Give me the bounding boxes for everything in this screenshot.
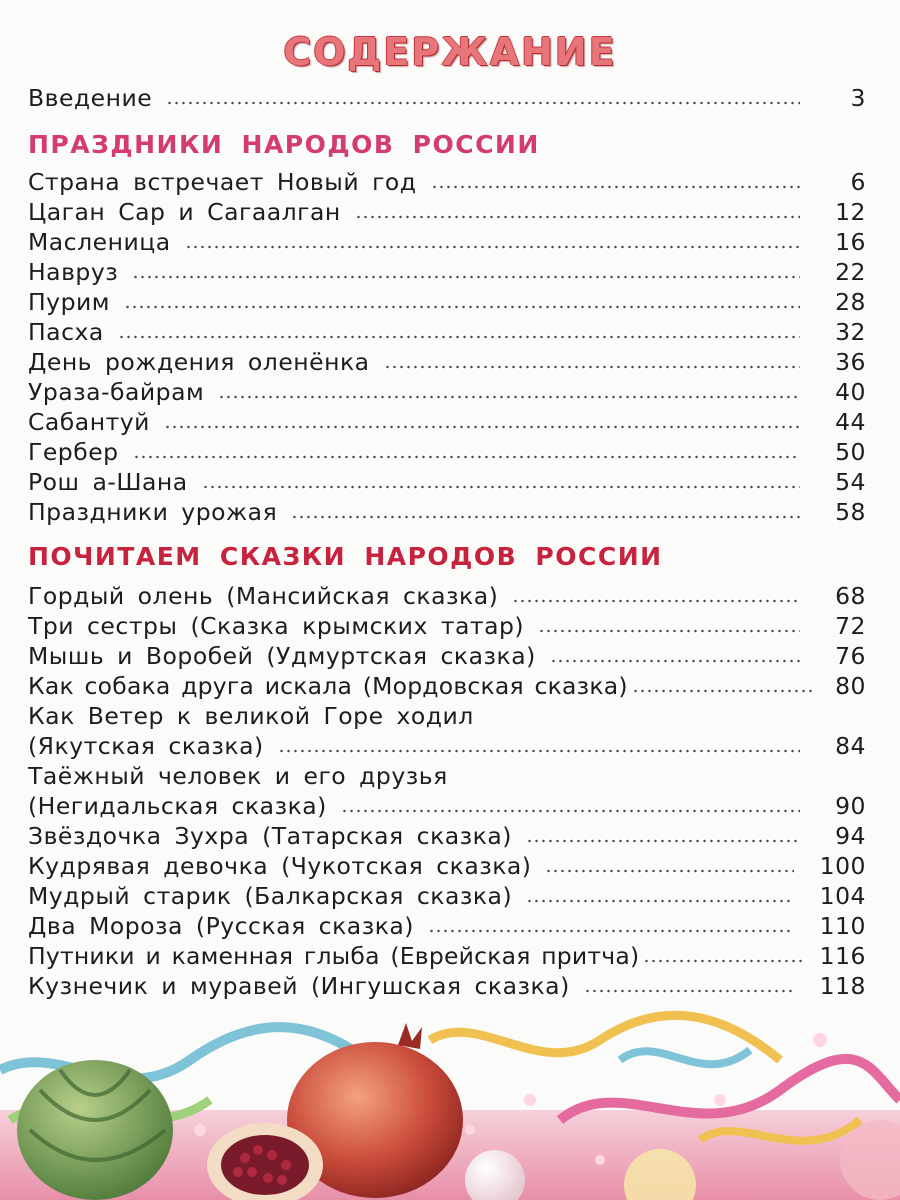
toc-entry[interactable] [28,640,866,670]
toc-entry-page: 12 [835,198,866,226]
toc-entry-intro[interactable] [28,82,866,112]
toc-entry-page: 58 [835,498,866,526]
toc-entry[interactable] [28,316,866,346]
toc-entry-page: 84 [835,732,866,760]
toc-entry[interactable] [28,880,866,910]
dot-leader [133,454,800,460]
toc-entry[interactable] [28,346,866,376]
dot-leader [512,598,800,604]
toc-entry-label-continued: (Якутская сказка) [28,732,264,760]
section-heading-holidays: ПРАЗДНИКИ НАРОДОВ РОССИИ [28,130,540,159]
toc-entry-label: Мышь и Воробей (Удмуртская сказка) [28,642,536,670]
toc-entry[interactable] [28,466,866,496]
dot-leader [431,184,800,190]
toc-entry[interactable] [28,286,866,316]
dot-leader [218,394,800,400]
dot-leader [526,898,794,904]
toc-entry-label: Страна встречает Новый год [28,168,417,196]
dot-leader [278,748,800,754]
toc-entry-label: Сабантуй [28,408,150,436]
toc-entry[interactable] [28,406,866,436]
toc-entry-page: 94 [835,822,866,850]
toc-entry[interactable] [28,910,866,940]
toc-entry-label: Гербер [28,438,119,466]
toc-entry-label: Как собака друга искала (Мордовская сказка) [28,672,628,700]
dot-leader [384,364,800,370]
toc-entry-page: 100 [819,852,866,880]
section-heading-tales: ПОЧИТАЕМ СКАЗКИ НАРОДОВ РОССИИ [28,542,663,571]
toc-entry-label: Звёздочка Зухра (Татарская сказка) [28,822,512,850]
toc-entry[interactable] [28,820,866,850]
toc-entry[interactable] [28,670,866,700]
toc-entry[interactable] [28,580,866,610]
toc-entry-label: День рождения оленёнка [28,348,370,376]
toc-entry-label: Мудрый старик (Балкарская сказка) [28,882,513,910]
toc-entry-page: 68 [835,582,866,610]
dot-leader [124,304,800,310]
toc-entry-label: Масленица [28,228,171,256]
toc-entry-label-continued: (Негидальская сказка) [28,792,327,820]
toc-entry-label: Рош а-Шана [28,468,188,496]
dot-leader [166,100,800,106]
toc-entry[interactable] [28,166,866,196]
dot-leader [632,688,812,694]
toc-entry[interactable] [28,256,866,286]
dot-leader [355,214,800,220]
toc-entry-page: 50 [835,438,866,466]
toc-entry-page: 110 [819,912,866,940]
toc-entry-line1[interactable] [28,760,866,790]
toc-entry[interactable] [28,940,866,970]
dot-leader [291,514,800,520]
toc-entry-label: Таёжный человек и его друзья [28,762,448,790]
toc-entry[interactable] [28,196,866,226]
toc-entry-label: Пурим [28,288,110,316]
toc-entry-page: 32 [835,318,866,346]
toc-entry-label: Кузнечик и муравей (Ингушская сказка) [28,972,570,1000]
toc-entry-label: Праздники урожая [28,498,278,526]
toc-entry[interactable] [28,790,866,820]
toc-entry-page: 36 [835,348,866,376]
dot-leader [545,868,793,874]
toc-entry[interactable] [28,226,866,256]
dot-leader [538,628,800,634]
toc-entry-page: 22 [835,258,866,286]
toc-entry-label: Гордый олень (Мансийская сказка) [28,582,499,610]
toc-entry-page: 116 [819,942,866,970]
dot-leader [643,958,805,964]
toc-entry-label: Кудрявая девочка (Чукотская сказка) [28,852,532,880]
toc-entry-label: Путники и каменная глыба (Еврейская притча) [28,942,640,970]
toc-entry-label: Введение [28,84,153,112]
toc-entry-label: Три сестры (Сказка крымских татар) [28,612,525,640]
toc-entry[interactable] [28,850,866,880]
toc-entry-label: Цаган Сар и Сагаалган [28,198,341,226]
toc-entry-page: 72 [835,612,866,640]
dot-leader [550,658,800,664]
toc-entry[interactable] [28,730,866,760]
toc-entry-page: 76 [835,642,866,670]
dot-leader [341,808,800,814]
dot-leader [428,928,794,934]
dot-leader [164,424,800,430]
toc-entry-label: Ураза-байрам [28,378,205,406]
toc-entry[interactable] [28,436,866,466]
toc-entry-page: 90 [835,792,866,820]
ribbon-shape [620,1050,750,1064]
toc-entry-page: 6 [850,168,866,196]
watermelon-shape [17,1060,173,1200]
dot-leader [202,484,800,490]
festive-illustration [0,1000,900,1200]
toc-entry-page: 3 [850,84,866,112]
toc-entry[interactable] [28,610,866,640]
toc-entry[interactable] [28,496,866,526]
dot-leader [526,838,800,844]
toc-entry-page: 16 [835,228,866,256]
toc-entry-page: 80 [835,672,866,700]
dot-leader [132,274,800,280]
page-title: СОДЕРЖАНИЕ [283,30,617,74]
toc-entry-label: Как Ветер к великой Горе ходил [28,702,474,730]
dot-leader [118,334,800,340]
toc-entry-page: 40 [835,378,866,406]
ribbon-shape [430,1015,780,1060]
dot-leader [584,988,794,994]
toc-entry-page: 28 [835,288,866,316]
toc-entry[interactable] [28,970,866,1000]
toc-entry-page: 104 [819,882,866,910]
toc-entry-label: Два Мороза (Русская сказка) [28,912,414,940]
toc-entry-page: 44 [835,408,866,436]
toc-entry[interactable] [28,376,866,406]
toc-entry-label: Навруз [28,258,119,286]
toc-entry-line1[interactable] [28,700,866,730]
toc-entry-label: Пасха [28,318,104,346]
toc-entry-page: 118 [819,972,866,1000]
dot-leader [185,244,800,250]
toc-entry-page: 54 [835,468,866,496]
